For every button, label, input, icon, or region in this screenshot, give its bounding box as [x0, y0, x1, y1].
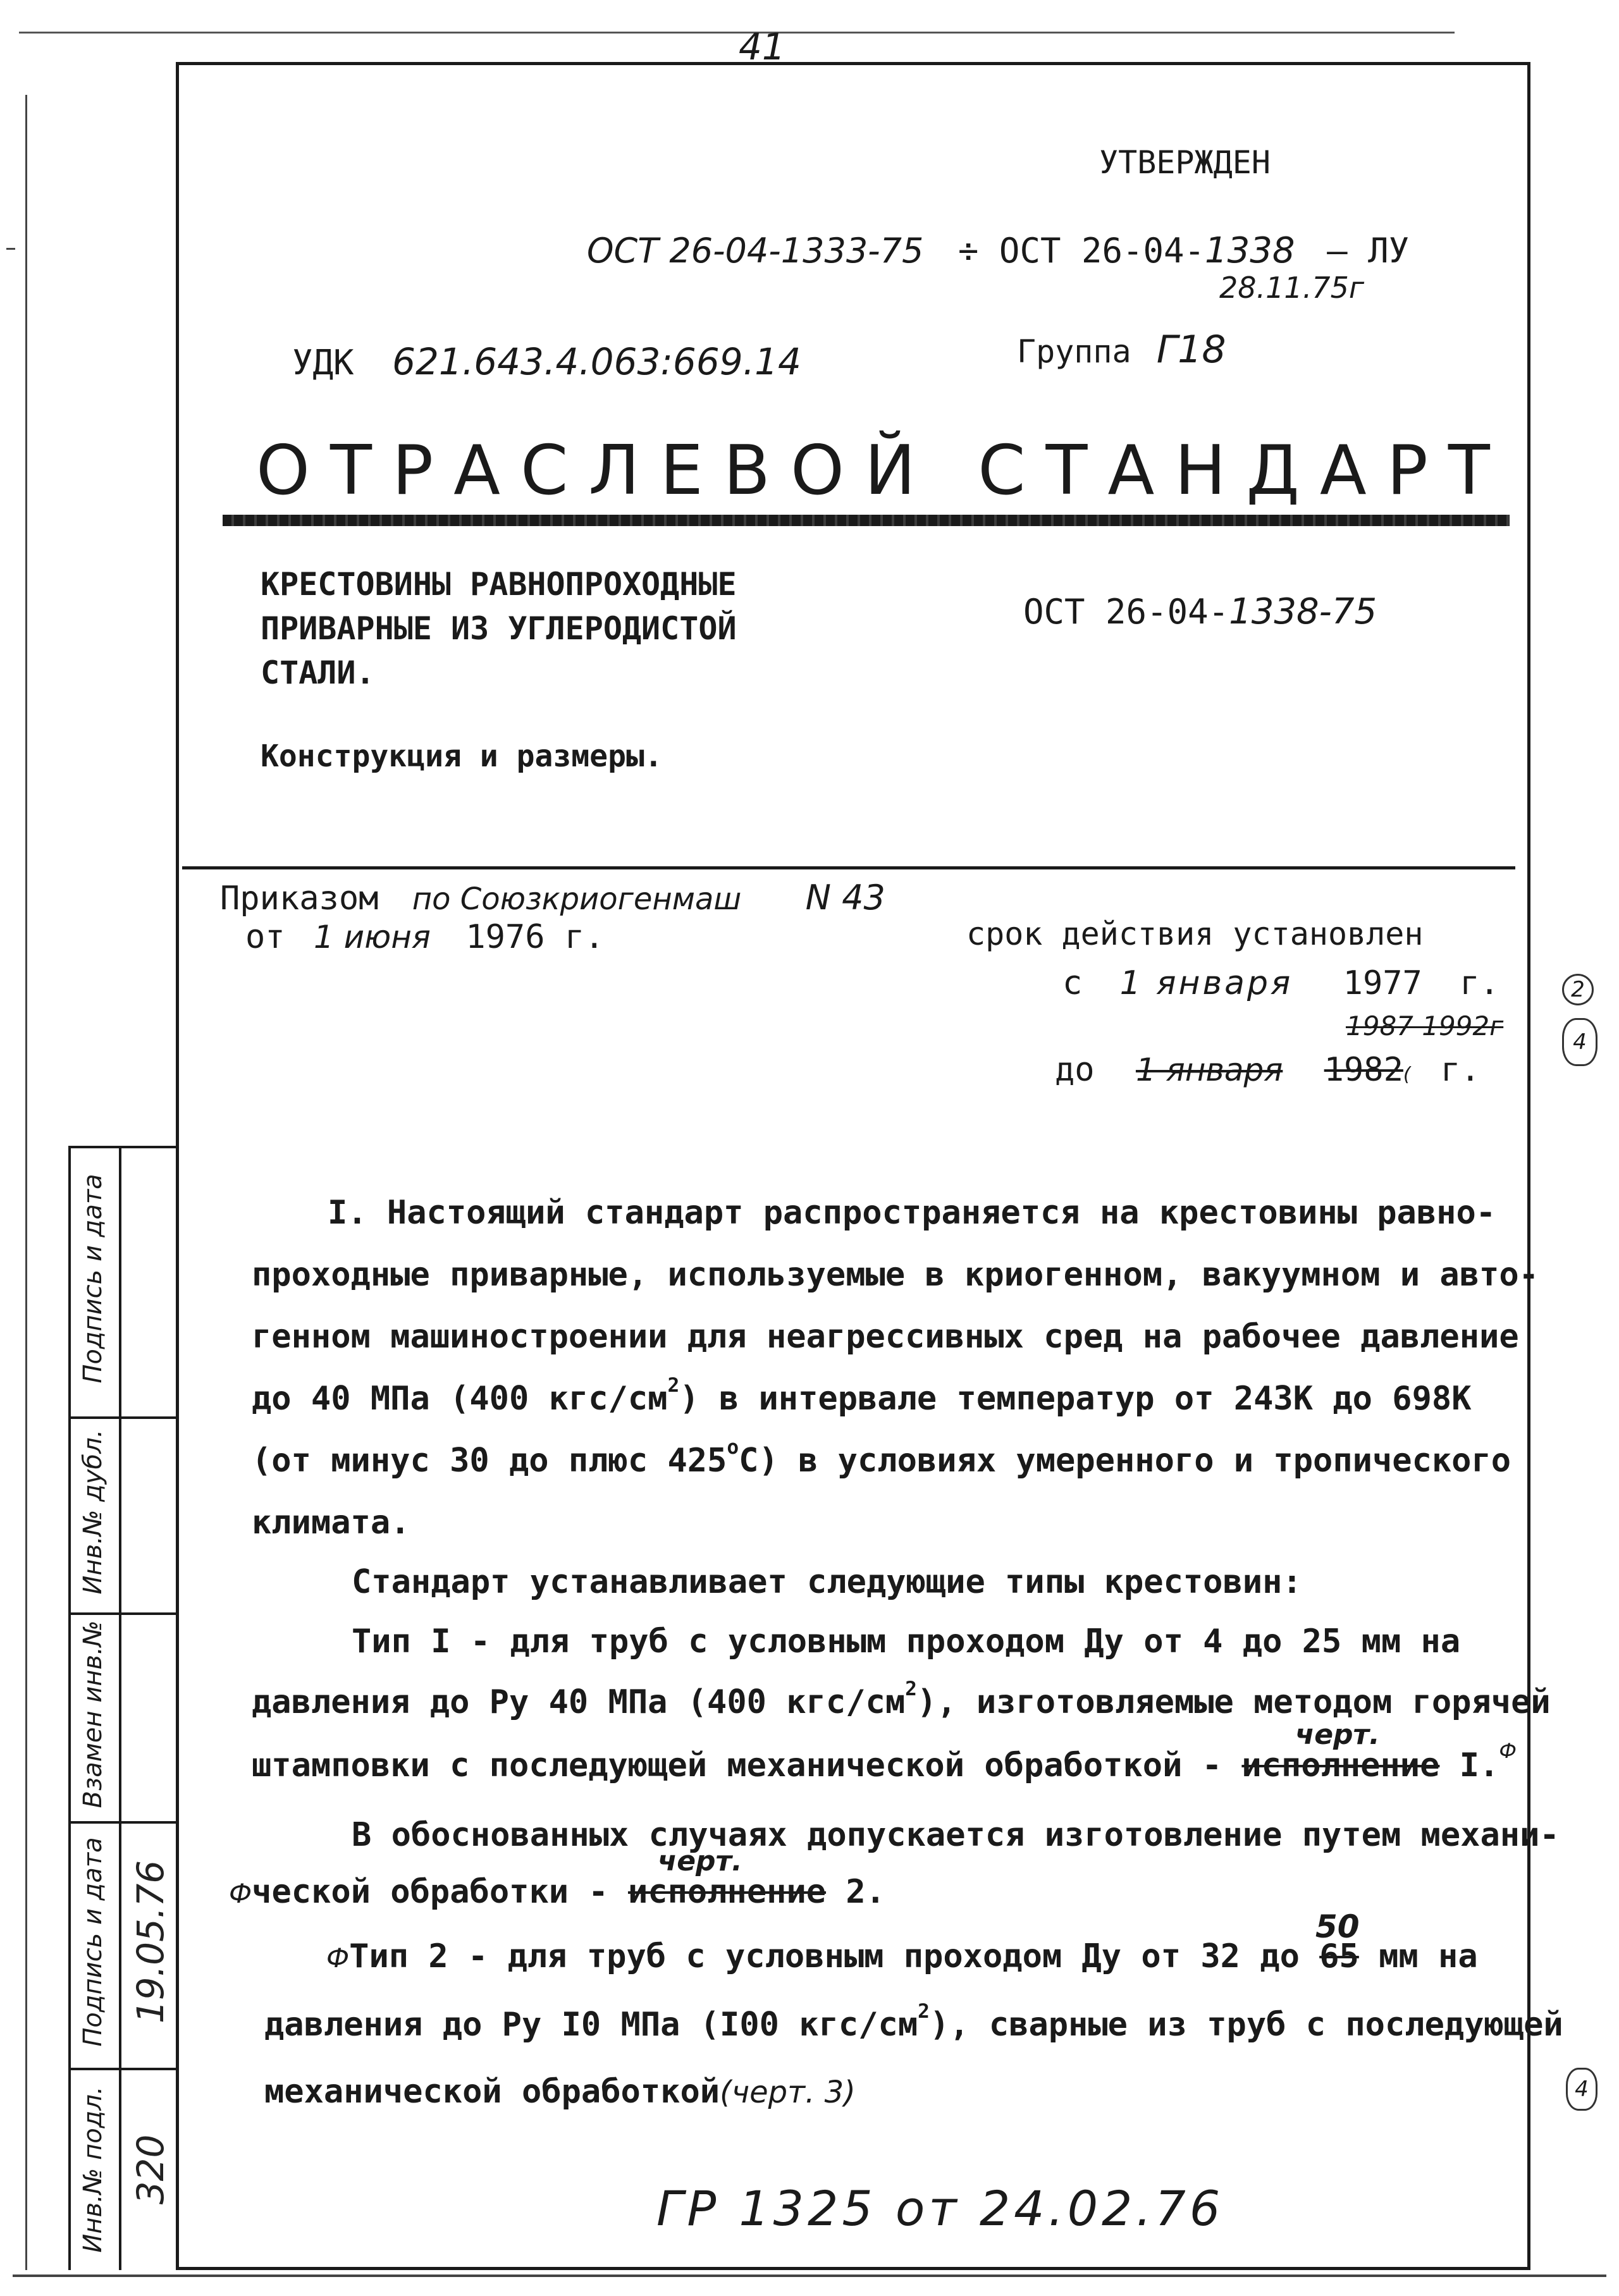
margin-mark-4-bottom: 4 [1566, 2068, 1597, 2111]
type2-line-3-text: механической обработкой [264, 2073, 720, 2111]
group-line [1017, 328, 1226, 372]
type1-line-3 [252, 1739, 1517, 1784]
label-vzamen: Взамен инв.№ [78, 1620, 108, 1808]
validity-to-date-struck: 1 января [1135, 1052, 1283, 1088]
validity-to [1055, 1051, 1480, 1089]
order-number: N 43 [805, 878, 885, 918]
standard-number [1023, 591, 1377, 632]
label-inv-dubl: Инв.№ дубл. [78, 1429, 108, 1595]
group-label: Группа [1017, 333, 1131, 370]
type1-line-2-a: давления до Ру 40 МПа (400 кгс/см [252, 1683, 906, 1721]
type2-line-2 [264, 1999, 1563, 2044]
type1-hand-correction: черт. [1295, 1719, 1380, 1751]
type1-struck: исполнение [1241, 1747, 1440, 1784]
udk-label: УДК [292, 343, 354, 383]
udk-line [292, 340, 801, 383]
type1-line-2-sup: 2 [905, 1677, 917, 1700]
udk-value: 621.643.4.063:669.14 [392, 340, 801, 383]
validity-from [1062, 964, 1499, 1002]
type1-alt-hand-correction: черт. [658, 1845, 742, 1877]
type1-line-3-b: I. [1439, 1747, 1499, 1784]
type1-alt-line-2-b: 2. [826, 1873, 885, 1911]
label-podpis-data-top: Подпись и дата [78, 1174, 108, 1384]
subject-line-3: СТАЛИ. [261, 654, 375, 691]
standard-number-printed: ОСТ 26-04- [1023, 592, 1229, 632]
header-separator [182, 866, 1515, 869]
footer-registration: ГР 1325 от 24.02.76 [656, 2180, 1224, 2237]
margin-strip-divider [119, 1146, 121, 2270]
designation-suffix: – ЛУ [1327, 231, 1410, 271]
type2-struck: 65 [1319, 1937, 1359, 1975]
type2-line-1-b: мм на [1358, 1937, 1478, 1975]
type1-line-1: Тип I - для труб с условным проходом Ду от 4 до 25 мм на [352, 1623, 1461, 1661]
order-by: по Союзкриогенмаш [412, 881, 742, 917]
value-inv-podl: 320 [129, 2134, 172, 2205]
validity-g2: г. [1440, 1051, 1480, 1089]
para1-line-4-a: до 40 МПа (400 кгс/см [252, 1380, 668, 1418]
type2-line-1-a: Тип 2 - для труб с условным проходом Ду от 32 до [349, 1937, 1320, 1975]
type1-alt-mark: Ф [229, 1878, 252, 1909]
designation-date: 28.11.75г [1219, 271, 1365, 305]
type2-hand-tail: (черт. 3) [720, 2075, 856, 2110]
type1-line-2-b: ), изготовляемые методом горячей [916, 1683, 1551, 1721]
validity-g1: г. [1460, 964, 1499, 1002]
scan-edge-top [19, 32, 1455, 34]
page-number: 41 [739, 25, 785, 68]
scan-edge-left [25, 95, 27, 2270]
type2-line-2-a: давления до Ру I0 МПа (I00 кгс/см [264, 2006, 918, 2044]
page-title: ОТРАСЛЕВОЙ СТАНДАРТ [256, 431, 1510, 510]
validity-from-date: 1 января [1119, 964, 1293, 1002]
para1-line-4 [252, 1373, 1472, 1418]
margin-mark-2: 2 [1562, 974, 1594, 1005]
subject-subtitle: Конструкция и размеры. [261, 739, 663, 774]
type1-alt-line-1: В обоснованных случаях допускается изготовление путем механи- [352, 1816, 1560, 1854]
label-inv-podl: Инв.№ подл. [78, 2086, 108, 2253]
type2-line-2-b: ), сварные из труб с последующей [929, 2006, 1563, 2044]
validity-correction: 1987 1992г [1346, 1010, 1504, 1041]
order-label: Приказом [220, 880, 379, 918]
title-underline [223, 515, 1510, 526]
para1-line-1: I. Настоящий стандарт распространяется на крестовины равно- [328, 1194, 1496, 1232]
type1-line-3-a: штамповки с последующей механической обработкой - [252, 1747, 1242, 1784]
para2: Стандарт устанавливает следующие типы крестовин: [352, 1563, 1302, 1601]
type1-alt-line-2 [229, 1873, 885, 1911]
margin-strip-line-4 [68, 2068, 176, 2070]
validity-to-year-struck: 1982 [1324, 1051, 1403, 1089]
designation-line [587, 230, 1409, 271]
scan-edge-bottom [13, 2275, 1606, 2277]
validity-small-mark: ( [1403, 1064, 1411, 1086]
type1-mark: Ф [1499, 1739, 1517, 1764]
para1-line-5-sup: о [727, 1435, 739, 1459]
para1-line-5-a: (от минус 30 до плюс 425 [252, 1442, 727, 1480]
type1-alt-struck: исполнение [627, 1873, 827, 1911]
type2-line-3 [264, 2073, 856, 2111]
subject-line-2: ПРИВАРНЫЕ ИЗ УГЛЕРОДИСТОЙ [261, 610, 737, 647]
order-date: 1 июня [313, 919, 431, 955]
validity-from-year: 1977 [1343, 964, 1422, 1002]
validity-to-prefix: до [1055, 1051, 1095, 1089]
validity-label: срок действия установлен [966, 916, 1424, 952]
para1-line-6: климата. [252, 1504, 410, 1542]
para1-line-3: генном машиностроении для неагрессивных сред на рабочее давление [252, 1318, 1519, 1356]
para1-line-4-b: ) в интервале температур от 243К до 698К [679, 1380, 1472, 1418]
value-podpis-data: 19.05.76 [129, 1860, 172, 2024]
order-year: 1976 г. [465, 918, 605, 956]
label-podpis-data: Подпись и дата [78, 1837, 108, 2047]
type2-line-1 [326, 1937, 1478, 1975]
subject-line-1: КРЕСТОВИНЫ РАВНОПРОХОДНЫЕ [261, 566, 737, 603]
type2-hand-correction: 50 [1315, 1908, 1360, 1945]
standard-number-hand: 1338-75 [1229, 591, 1377, 632]
type2-mark: Ф [326, 1943, 350, 1974]
para1-line-5 [252, 1435, 1511, 1480]
type1-line-2 [252, 1677, 1551, 1721]
para1-line-2: проходные приварные, используемые в криогенном, вакуумном и авто- [252, 1256, 1539, 1294]
group-value: Г18 [1156, 328, 1226, 372]
validity-from-prefix: с [1062, 964, 1083, 1002]
designation-hand-prefix: ОСТ 26-04-1333-75 [587, 231, 924, 271]
type1-alt-line-2-a: ческой обработки - [252, 1873, 628, 1911]
scan-edge-tick [6, 248, 15, 250]
designation-hand-number: 1338 [1205, 230, 1295, 271]
approval-stamp: УТВЕРЖДЕН [1099, 144, 1271, 181]
designation-connector: ÷ ОСТ 26-04- [957, 231, 1205, 271]
para1-line-4-sup: 2 [667, 1373, 680, 1397]
order-from-label: от [245, 918, 285, 956]
para1-line-5-b: С) в условиях умеренного и тропического [739, 1442, 1511, 1480]
type2-line-2-sup: 2 [918, 1999, 930, 2023]
order-date-line [245, 918, 604, 956]
order-line [220, 878, 885, 918]
margin-mark-4-top: 4 [1562, 1018, 1597, 1066]
